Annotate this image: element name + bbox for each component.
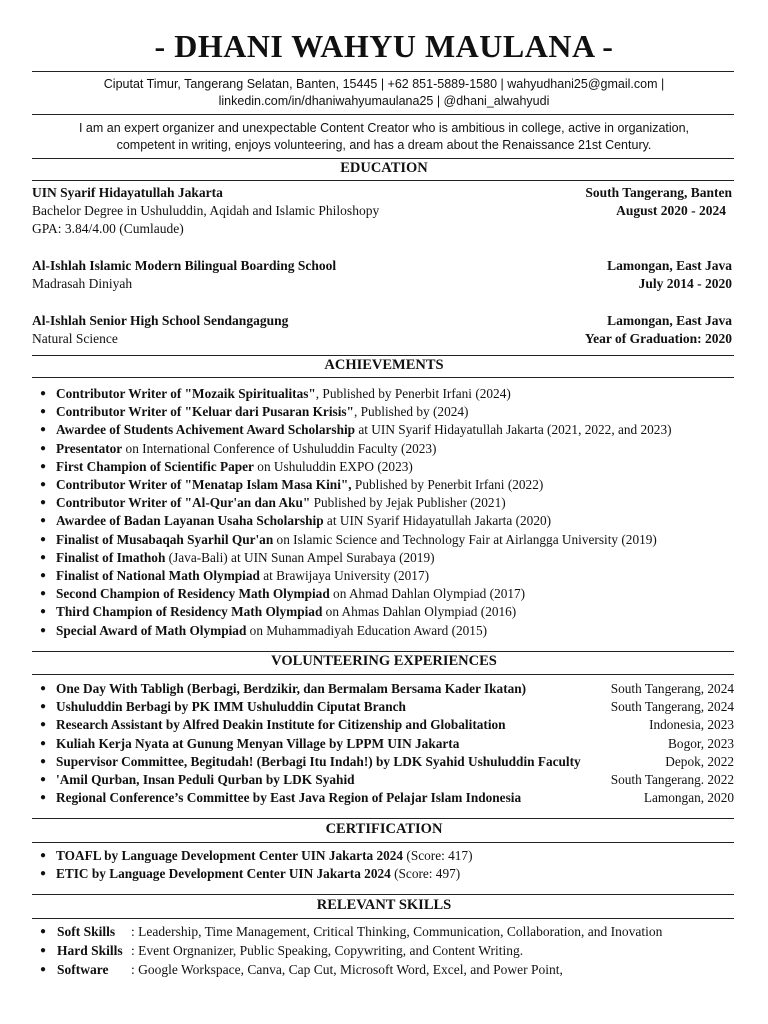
achievement-item [40,567,734,585]
achievement-detail: , Published by Penerbit Irfani (2024) [315,386,511,401]
bullet-icon: ● [40,850,47,861]
bullet-icon: ● [40,479,47,490]
divider [32,114,734,115]
skill-value: : Leadership, Time Management, Critical Thinking, Communication, Collaboration, and Inovation [131,924,663,939]
achievement-title: Awardee of Badan Layanan Usaha Scholarship [56,513,324,529]
volunteering-role: One Day With Tabligh (Berbagi, Berdzikir, dan Bermalam Bersama Kader Ikatan) [56,681,527,696]
volunteering-role: 'Amil Qurban, Insan Peduli Qurban by LDK Syahid [56,772,355,787]
section-title-certification: CERTIFICATION [325,821,443,837]
volunteering-location: South Tangerang, 2024 [610,699,734,715]
certification-item [40,865,734,883]
skill-item [40,923,734,941]
achievement-title: Second Champion of Residency Math Olympiad [56,586,330,602]
page-title: - DHANI WAHYU MAULANA - [154,28,614,64]
achievement-item [40,385,734,403]
summary-line: I am an expert organizer and unexpectable Content Creator who is ambitious in college, active in organization, [78,121,690,135]
education-detail [32,202,732,220]
divider [32,842,734,843]
achievement-title: Contributor Writer of "Keluar dari Pusaran Krisis" [56,404,354,420]
section-title-achievements: ACHIEVEMENTS [324,357,444,373]
bullet-icon: ● [40,442,47,454]
achievement-detail: at Brawijaya University (2017) [259,568,430,583]
school-location: Lamongan, East Java [607,258,732,273]
skill-value: : Google Workspace, Canva, Cap Cut, Microsoft Word, Excel, and Power Point, [131,962,563,977]
bullet-icon: ● [40,868,47,880]
volunteering-location: Depok, 2022 [665,753,734,769]
bullet-icon: ● [40,406,47,418]
section-title-education: EDUCATION [340,160,428,176]
skill-item [40,942,734,960]
achievement-title: Presentator [56,440,123,456]
achievement-title: Third Champion of Residency Math Olympiad [56,604,323,620]
achievement-title: Contributor Writer of "Mozaik Spiritualitas" [56,386,316,401]
education-entry [32,184,732,202]
achievement-detail: , Published by (2024) [353,404,469,420]
divider [32,71,734,72]
achievement-text [56,531,657,549]
bullet-icon: ● [40,570,47,581]
bullet-icon: ● [40,388,47,399]
achievement-detail: Published by Jejak Publisher (2021) [310,495,506,511]
achievement-text [56,512,551,530]
certification-item [40,847,734,865]
skill-item [40,961,734,979]
volunteering-item [40,698,734,716]
achievement-title: Finalist of Musabaqah Syarhil Qur'an [56,531,274,547]
achievement-text [56,603,516,621]
bullet-icon: ● [40,964,47,975]
achievement-item [40,512,734,530]
bullet-icon: ● [40,424,47,436]
achievement-detail: at UIN Syarif Hidayatullah Jakarta (2021, 2022, and 2023) [355,422,672,438]
bullet-icon: ● [40,737,47,749]
education-detail [32,220,732,238]
divider [32,377,734,378]
school-name: Al-Ishlah Islamic Modern Bilingual Boarding School [32,258,337,273]
achievement-detail: (Java-Bali) at UIN Sunan Ampel Surabaya (2019) [165,549,435,565]
achievement-title: Special Award of Math Olympiad [56,622,247,638]
achievement-text [56,622,487,640]
achievement-item [40,440,734,458]
achievement-item [40,622,734,640]
certification-title: TOAFL by Language Development Center UIN Jakarta 2024 [56,848,404,863]
education-entry [32,257,732,275]
achievement-text [56,585,525,603]
program: Natural Science [32,331,118,346]
volunteering-item [40,680,734,698]
achievement-detail: on Muhammadiyah Education Award (2015) [246,622,488,638]
school-name: UIN Syarif Hidayatullah Jakarta [32,185,223,200]
skill-label: Hard Skills [57,943,123,958]
achievement-detail: on Ahmas Dahlan Olympiad (2016) [322,604,517,620]
divider [32,158,734,159]
achievement-title: Awardee of Students Achivement Award Scholarship [56,422,356,438]
volunteering-item [40,771,734,789]
date-range: Year of Graduation: 2020 [584,331,732,346]
achievement-text [56,549,435,567]
education-entry [32,312,732,330]
degree: Bachelor Degree in Ushuluddin, Aqidah and Islamic Philoshopy [32,203,380,218]
education-detail [32,275,732,293]
achievement-item [40,458,734,476]
achievement-text [56,567,429,585]
contact-line: Ciputat Timur, Tangerang Selatan, Banten, 15445 | +62 851-5889-1580 | wahyudhani25@gmail.com | [103,77,665,91]
divider [32,818,734,819]
achievement-title: Finalist of Imathoh [56,549,166,565]
volunteering-location: Lamongan, 2020 [643,790,734,806]
achievement-title: Contributor Writer of "Al-Qur'an dan Aku" [56,495,311,511]
divider [32,180,734,181]
achievement-item [40,403,734,421]
achievement-detail: on Ahmad Dahlan Olympiad (2017) [329,586,526,602]
achievement-detail: at UIN Syarif Hidayatullah Jakarta (2020) [323,513,552,529]
bullet-icon: ● [40,460,47,472]
section-title-skills: RELEVANT SKILLS [316,897,452,913]
bullet-icon: ● [40,551,47,563]
achievement-text [56,476,543,494]
volunteering-role: Regional Conference’s Committee by East Java Region of Pelajar Islam Indonesia [56,790,522,806]
program: Madrasah Diniyah [32,276,133,291]
achievement-title: Contributor Writer of "Menatap Islam Masa Kini", [56,477,352,492]
volunteering-location: Bogor, 2023 [668,735,734,751]
volunteering-item [40,735,734,753]
skill-label: Soft Skills [57,924,116,939]
volunteering-location: South Tangerang, 2024 [610,681,734,696]
volunteering-role: Kuliah Kerja Nyata at Gunung Menyan Village by LPPM UIN Jakarta [56,735,460,751]
achievement-text [56,458,413,476]
bullet-icon: ● [40,515,47,527]
achievement-detail: on Islamic Science and Technology Fair at Airlangga University (2019) [273,531,657,547]
divider [32,674,734,675]
education-detail [32,330,732,348]
bullet-icon: ● [40,792,47,804]
volunteering-item [40,716,734,734]
certification-score: (Score: 417) [403,848,473,863]
volunteering-role: Ushuluddin Berbagi by PK IMM Ushuluddin Ciputat Branch [56,699,406,715]
achievement-title: First Champion of Scientific Paper [56,458,254,474]
gpa: GPA: 3.84/4.00 (Cumlaude) [32,221,184,236]
achievement-text [56,494,506,512]
bullet-icon: ● [40,701,47,713]
achievement-text [56,440,436,458]
achievement-item [40,531,734,549]
volunteering-location: South Tangerang. 2022 [610,772,734,787]
bullet-icon: ● [40,945,47,956]
divider [32,355,734,356]
divider [32,651,734,652]
skill-value: : Event Orgnanizer, Public Speaking, Copywriting, and Content Writing. [131,943,524,958]
school-location: South Tangerang, Banten [585,185,732,200]
volunteering-item [40,789,734,807]
achievement-item [40,585,734,603]
certification-title: ETIC by Language Development Center UIN Jakarta 2024 [56,866,391,882]
bullet-icon: ● [40,624,47,636]
bullet-icon: ● [40,606,47,618]
bullet-icon: ● [40,926,47,937]
school-name: Al-Ishlah Senior High School Sendangagung [32,313,289,328]
achievement-item [40,549,734,567]
bullet-icon: ● [40,533,47,545]
bullet-icon: ● [40,755,47,767]
achievement-detail: on International Conference of Ushuluddin Faculty (2023) [122,440,437,456]
bullet-icon: ● [40,588,47,600]
summary-line: competent in writing, enjoys volunteering, and has a dream about the Renaissance 21st Century. [116,138,652,152]
achievement-item [40,421,734,439]
volunteering-role: Research Assistant by Alfred Deakin Institute for Citizenship and Globalitation [56,717,506,733]
achievement-title: Finalist of National Math Olympiad [56,568,260,583]
volunteering-role: Supervisor Committee, Begitudah! (Berbagi Itu Indah!) by LDK Syahid Ushuluddin Faculty [56,753,581,769]
achievement-text [56,403,468,421]
bullet-icon: ● [40,774,47,785]
certification-text [56,865,460,883]
divider [32,894,734,895]
section-title-volunteering: VOLUNTEERING EXPERIENCES [271,653,497,669]
skill-label: Software [57,962,109,977]
bullet-icon: ● [40,719,47,731]
certification-text [56,847,473,865]
divider [32,918,734,919]
bullet-icon: ● [40,683,47,694]
achievement-item [40,603,734,621]
volunteering-location: Indonesia, 2023 [649,717,734,733]
achievement-text [56,385,511,403]
achievement-item [40,494,734,512]
bullet-icon: ● [40,497,47,509]
achievement-item [40,476,734,494]
achievement-detail: on Ushuluddin EXPO (2023) [253,458,413,474]
achievement-detail: Published by Penerbit Irfani (2022) [351,477,544,492]
achievement-text [56,421,672,439]
school-location: Lamongan, East Java [607,313,732,328]
volunteering-item [40,753,734,771]
contact-line: linkedin.com/in/dhaniwahyumaulana25 | @dhani_alwahyudi [218,94,550,108]
certification-score: (Score: 497) [390,866,461,882]
date-range: July 2014 - 2020 [638,276,732,291]
date-range: August 2020 - 2024 [616,203,726,218]
